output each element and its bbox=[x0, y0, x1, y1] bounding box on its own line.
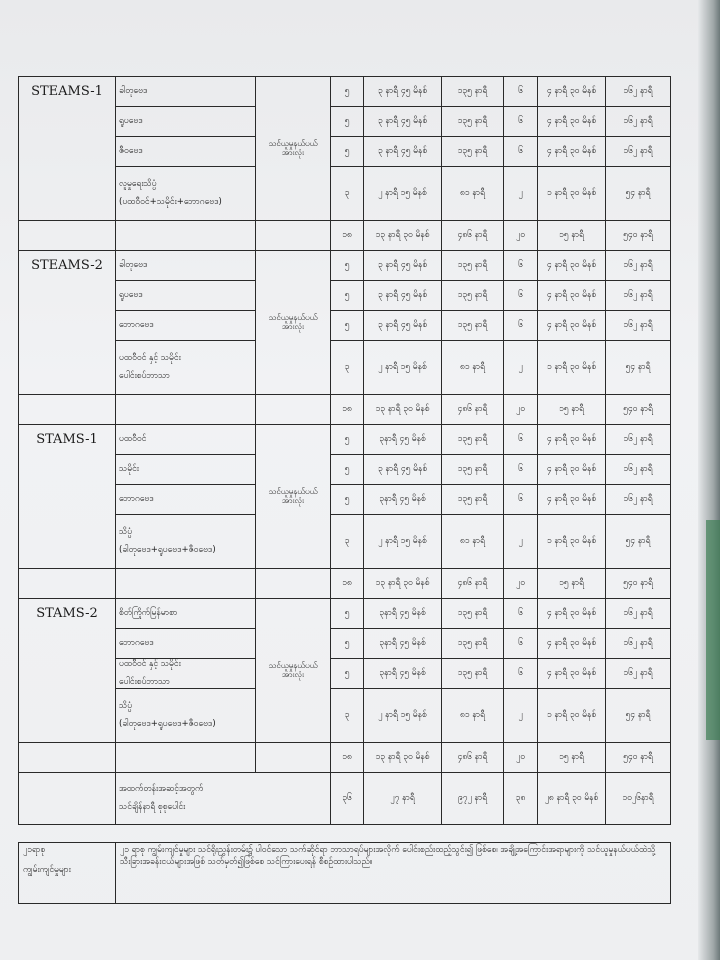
learning-area-cell: သင်ယူမှုနယ်ပယ်အားလုံး bbox=[256, 599, 331, 743]
footer-label-2: ကျွမ်းကျင်မှုများ bbox=[23, 865, 71, 875]
value-cell: ၁၃၅ နာရီ bbox=[442, 659, 504, 689]
value-cell: ၃နာရီ ၄၅ မိနစ် bbox=[364, 629, 442, 659]
value-cell: ၅ bbox=[331, 137, 364, 167]
subtotal-cell: ၂၀ bbox=[504, 569, 538, 599]
subtotal-cell: ၂၀ bbox=[504, 221, 538, 251]
empty-cell bbox=[116, 743, 256, 773]
value-cell: ၄ နာရီ ၃၀ မိနစ် bbox=[538, 659, 606, 689]
subtotal-cell: ၁၅ နာရီ bbox=[538, 395, 606, 425]
learning-area-cell: သင်ယူမှုနယ်ပယ်အားလုံး bbox=[256, 77, 331, 221]
subtotal-cell: ၁၈ bbox=[331, 569, 364, 599]
footer-label-1: ၂၁ရာစု bbox=[23, 845, 46, 855]
value-cell: ၃ နာရီ ၄၅ မိနစ် bbox=[364, 311, 442, 341]
value-cell: ၁၆၂ နာရီ bbox=[606, 281, 671, 311]
subject-cell bbox=[116, 311, 256, 341]
value-cell: ၄ နာရီ ၃၀ မိနစ် bbox=[538, 455, 606, 485]
value-cell: ၄ နာရီ ၃၀ မိနစ် bbox=[538, 629, 606, 659]
value-cell: ၁၆၂ နာရီ bbox=[606, 107, 671, 137]
total-cell: ၃၆ bbox=[331, 773, 364, 825]
value-cell: ၈၁ နာရီ bbox=[442, 515, 504, 569]
subtotal-cell: ၁၈ bbox=[331, 743, 364, 773]
subject-name: ဘောဂဗေဒ bbox=[119, 493, 154, 504]
value-cell: ၅ bbox=[331, 629, 364, 659]
value-cell: ၆ bbox=[504, 251, 538, 281]
value-cell: ၆ bbox=[504, 485, 538, 515]
total-cell: ၉၇၂ နာရီ bbox=[442, 773, 504, 825]
subtotal-cell: ၂၀ bbox=[504, 743, 538, 773]
empty-cell bbox=[19, 395, 116, 425]
value-cell: ၁၆၂ နာရီ bbox=[606, 311, 671, 341]
value-cell: ၃ bbox=[331, 689, 364, 743]
value-cell: ၈၁ နာရီ bbox=[442, 341, 504, 395]
group-label: STEAMS-1 bbox=[19, 77, 116, 221]
subject-cell bbox=[116, 659, 256, 689]
value-cell: ၁၃၅ နာရီ bbox=[442, 107, 504, 137]
value-cell: ၄ နာရီ ၃၀ မိနစ် bbox=[538, 599, 606, 629]
value-cell: ၆ bbox=[504, 425, 538, 455]
value-cell: ၃ နာရီ ၄၅ မိနစ် bbox=[364, 107, 442, 137]
total-label: အထက်တန်းအဆင့်အတွက် bbox=[119, 784, 204, 795]
subject-name: သိပ္ပံ bbox=[119, 527, 133, 538]
subject-name: ဘောဂဗေဒ bbox=[119, 637, 154, 648]
value-cell: ၁၆၂ နာရီ bbox=[606, 251, 671, 281]
value-cell: ၂ bbox=[504, 167, 538, 221]
subtotal-cell: ၁၈ bbox=[331, 395, 364, 425]
subject-cell bbox=[116, 77, 256, 107]
total-cell: ၁၀၂၆နာရီ bbox=[606, 773, 671, 825]
value-cell: ၁၃၅ နာရီ bbox=[442, 137, 504, 167]
subtotal-cell: ၁၅ နာရီ bbox=[538, 743, 606, 773]
subtotal-cell: ၁၃ နာရီ ၃၀ မိနစ် bbox=[364, 743, 442, 773]
table-row bbox=[19, 251, 671, 281]
subject-detail: (ခါတုဗေဒ+ရူပဗေဒ+ဇီဝဗေဒ) bbox=[119, 718, 216, 729]
value-cell: ၆ bbox=[504, 455, 538, 485]
value-cell: ၁၆၂ နာရီ bbox=[606, 137, 671, 167]
page-edge-shadow bbox=[698, 0, 720, 960]
subtotal-cell: ၄၈၆ နာရီ bbox=[442, 395, 504, 425]
table-row bbox=[19, 689, 671, 743]
subject-name: ခါတုဗေဒ bbox=[119, 259, 148, 270]
value-cell: ၆ bbox=[504, 281, 538, 311]
value-cell: ၃ နာရီ ၄၅ မိနစ် bbox=[364, 455, 442, 485]
subject-cell bbox=[116, 485, 256, 515]
footer-row bbox=[19, 843, 671, 904]
subtotal-cell: ၁၈ bbox=[331, 221, 364, 251]
value-cell: ၅၄ နာရီ bbox=[606, 341, 671, 395]
subject-detail: ပေါင်းစပ်ဘာသာ bbox=[119, 370, 170, 381]
empty-cell bbox=[116, 221, 256, 251]
table-row bbox=[19, 107, 671, 137]
subject-name: ပထဝီဝင် နှင့် သမိုင်း bbox=[119, 353, 181, 364]
subtotal-cell: ၄၈၆ နာရီ bbox=[442, 221, 504, 251]
value-cell: ၄ နာရီ ၃၀ မိနစ် bbox=[538, 311, 606, 341]
subject-cell bbox=[116, 515, 256, 569]
value-cell: ၆ bbox=[504, 629, 538, 659]
learning-area-cell: သင်ယူမှုနယ်ပယ်အားလုံး bbox=[256, 251, 331, 395]
value-cell: ၈၁ နာရီ bbox=[442, 689, 504, 743]
value-cell: ၄ နာရီ ၃၀ မိနစ် bbox=[538, 281, 606, 311]
subject-detail: ပေါင်းစပ်ဘာသာ bbox=[119, 676, 170, 687]
value-cell: ၁၃၅ နာရီ bbox=[442, 485, 504, 515]
subtotal-cell: ၄၈၆ နာရီ bbox=[442, 569, 504, 599]
subtotal-cell: ၅၄၀ နာရီ bbox=[606, 569, 671, 599]
value-cell: ၅ bbox=[331, 311, 364, 341]
subject-name: စိတ်ကြိုက်မြန်မာစာ bbox=[119, 607, 178, 618]
value-cell: ၄ နာရီ ၃၀ မိနစ် bbox=[538, 425, 606, 455]
table-row bbox=[19, 425, 671, 455]
value-cell: ၅ bbox=[331, 77, 364, 107]
value-cell: ၅ bbox=[331, 281, 364, 311]
value-cell: ၂ နာရီ ၁၅ မိနစ် bbox=[364, 341, 442, 395]
value-cell: ၁၃၅ နာရီ bbox=[442, 455, 504, 485]
table-row bbox=[19, 485, 671, 515]
value-cell: ၄ နာရီ ၃၀ မိနစ် bbox=[538, 485, 606, 515]
table-row bbox=[19, 455, 671, 485]
value-cell: ၁၃၅ နာရီ bbox=[442, 599, 504, 629]
subject-name: ရူပဗေဒ bbox=[119, 115, 143, 126]
empty-cell bbox=[256, 569, 331, 599]
empty-cell bbox=[19, 221, 116, 251]
value-cell: ၁၃၅ နာရီ bbox=[442, 281, 504, 311]
subject-name: ပထဝီဝင် bbox=[119, 433, 147, 444]
subtotal-row bbox=[19, 743, 671, 773]
grand-total-row bbox=[19, 773, 671, 825]
subject-name: ဘောဂဗေဒ bbox=[119, 319, 154, 330]
subject-cell bbox=[116, 251, 256, 281]
value-cell: ၃ bbox=[331, 515, 364, 569]
subject-name: သိပ္ပံ bbox=[119, 701, 133, 712]
value-cell: ၂ bbox=[504, 689, 538, 743]
value-cell: ၄ နာရီ ၃၀ မိနစ် bbox=[538, 77, 606, 107]
timetable bbox=[18, 76, 671, 825]
table-row bbox=[19, 77, 671, 107]
total-label-2: သင်ချိန်နာရီ စုစုပေါင်း bbox=[119, 801, 186, 812]
empty-cell bbox=[19, 569, 116, 599]
empty-cell bbox=[256, 743, 331, 773]
value-cell: ၁၆၂ နာရီ bbox=[606, 659, 671, 689]
table-row bbox=[19, 341, 671, 395]
footer-table bbox=[18, 842, 671, 904]
footer-note: ၂၁ ရာစု ကျွမ်းကျင်မှုများ သင်ရိုးညွှန်းတမ်း၌ ပါဝင်သော သက်ဆိုင်ရာ ဘာသာရပ်များအလိုက် ပေါင်းစည်းထည့်သွင်း၍ ဖြစ်စေ၊ အချို့အကြောင်းအရာများကို သင်ယူမှုနယ်ပယ်ထဲသို့ သီးခြားအခန်းငယ်များအဖြစ် သတ်မှတ်၍ဖြစ်စေ သင်ကြားပေးရန် စီစဉ်ထားပါသည်။ bbox=[116, 843, 671, 904]
subject-cell bbox=[116, 455, 256, 485]
table-row bbox=[19, 311, 671, 341]
value-cell: ၆ bbox=[504, 599, 538, 629]
value-cell: ၁၆၂ နာရီ bbox=[606, 485, 671, 515]
value-cell: ၅၄ နာရီ bbox=[606, 689, 671, 743]
value-cell: ၄ နာရီ ၃၀ မိနစ် bbox=[538, 137, 606, 167]
subtotal-cell: ၁၅ နာရီ bbox=[538, 569, 606, 599]
value-cell: ၂ bbox=[504, 515, 538, 569]
value-cell: ၆ bbox=[504, 137, 538, 167]
total-cell: ၃၈ bbox=[504, 773, 538, 825]
subtotal-cell: ၁၃ နာရီ ၃၀ မိနစ် bbox=[364, 395, 442, 425]
table-row bbox=[19, 515, 671, 569]
subtotal-cell: ၅၄၀ နာရီ bbox=[606, 743, 671, 773]
empty-cell bbox=[256, 221, 331, 251]
subtotal-cell: ၁၃ နာရီ ၃၀ မိနစ် bbox=[364, 569, 442, 599]
value-cell: ၃ နာရီ ၄၅ မိနစ် bbox=[364, 77, 442, 107]
table-row bbox=[19, 599, 671, 629]
value-cell: ၁ နာရီ ၃၀ မိနစ် bbox=[538, 515, 606, 569]
subject-name: ပထဝီဝင် နှင့် သမိုင်း bbox=[119, 659, 181, 670]
value-cell: ၂ bbox=[504, 341, 538, 395]
table-row bbox=[19, 281, 671, 311]
value-cell: ၁၆၂ နာရီ bbox=[606, 455, 671, 485]
total-label-cell bbox=[116, 773, 331, 825]
value-cell: ၁ နာရီ ၃၀ မိနစ် bbox=[538, 341, 606, 395]
group-label: STEAMS-2 bbox=[19, 251, 116, 395]
subject-cell bbox=[116, 341, 256, 395]
value-cell: ၁၃၅ နာရီ bbox=[442, 425, 504, 455]
value-cell: ၄ နာရီ ၃၀ မိနစ် bbox=[538, 251, 606, 281]
table-row bbox=[19, 659, 671, 689]
subject-cell bbox=[116, 107, 256, 137]
subject-name: လူမှုရေးသိပ္ပံ bbox=[119, 179, 157, 190]
subtotal-row bbox=[19, 569, 671, 599]
empty-cell bbox=[116, 569, 256, 599]
value-cell: ၃ bbox=[331, 341, 364, 395]
background-folder bbox=[706, 520, 720, 740]
value-cell: ၆ bbox=[504, 659, 538, 689]
value-cell: ၅ bbox=[331, 659, 364, 689]
subject-cell bbox=[116, 167, 256, 221]
value-cell: ၅ bbox=[331, 485, 364, 515]
subject-detail: (ခါတုဗေဒ+ရူပဗေဒ+ဇီဝဗေဒ) bbox=[119, 544, 216, 555]
table-row bbox=[19, 629, 671, 659]
value-cell: ၁၃၅ နာရီ bbox=[442, 251, 504, 281]
value-cell: ၂ နာရီ ၁၅ မိနစ် bbox=[364, 167, 442, 221]
subtotal-cell: ၄၈၆ နာရီ bbox=[442, 743, 504, 773]
total-cell: ၂၇ နာရီ bbox=[364, 773, 442, 825]
value-cell: ၅၄ နာရီ bbox=[606, 167, 671, 221]
group-label: STAMS-2 bbox=[19, 599, 116, 743]
value-cell: ၈၁ နာရီ bbox=[442, 167, 504, 221]
subject-name: ခါတုဗေဒ bbox=[119, 85, 148, 96]
value-cell: ၁၃၅ နာရီ bbox=[442, 629, 504, 659]
subject-cell bbox=[116, 137, 256, 167]
subtotal-cell: ၁၅ နာရီ bbox=[538, 221, 606, 251]
total-cell: ၂၈ နာရီ ၃၀ မိနစ် bbox=[538, 773, 606, 825]
value-cell: ၃နာရီ ၄၅ မိနစ် bbox=[364, 599, 442, 629]
subtotal-cell: ၅၄၀ နာရီ bbox=[606, 221, 671, 251]
value-cell: ၁၆၂ နာရီ bbox=[606, 629, 671, 659]
subject-detail: (ပထဝီဝင်+သမိုင်း+ဘောဂဗေဒ) bbox=[119, 196, 222, 207]
empty-cell bbox=[116, 395, 256, 425]
value-cell: ၃ နာရီ ၄၅ မိနစ် bbox=[364, 137, 442, 167]
value-cell: ၆ bbox=[504, 311, 538, 341]
subject-cell bbox=[116, 281, 256, 311]
subject-cell bbox=[116, 629, 256, 659]
subtotal-row bbox=[19, 221, 671, 251]
value-cell: ၅ bbox=[331, 425, 364, 455]
subtotal-cell: ၂၀ bbox=[504, 395, 538, 425]
value-cell: ၆ bbox=[504, 77, 538, 107]
subject-name: သမိုင်း bbox=[119, 463, 139, 474]
value-cell: ၃ နာရီ ၄၅ မိနစ် bbox=[364, 281, 442, 311]
value-cell: ၁၆၂ နာရီ bbox=[606, 425, 671, 455]
subtotal-row bbox=[19, 395, 671, 425]
value-cell: ၁၃၅ နာရီ bbox=[442, 311, 504, 341]
value-cell: ၆ bbox=[504, 107, 538, 137]
subject-name: ဇီဝဗေဒ bbox=[119, 145, 143, 156]
group-label: STAMS-1 bbox=[19, 425, 116, 569]
value-cell: ၅၄ နာရီ bbox=[606, 515, 671, 569]
subject-cell bbox=[116, 425, 256, 455]
value-cell: ၅ bbox=[331, 251, 364, 281]
value-cell: ၅ bbox=[331, 455, 364, 485]
value-cell: ၃ bbox=[331, 167, 364, 221]
empty-cell bbox=[19, 773, 116, 825]
subject-cell bbox=[116, 689, 256, 743]
value-cell: ၁၆၂ နာရီ bbox=[606, 77, 671, 107]
value-cell: ၃နာရီ ၄၅ မိနစ် bbox=[364, 659, 442, 689]
value-cell: ၁၃၅ နာရီ bbox=[442, 77, 504, 107]
value-cell: ၁ နာရီ ၃၀ မိနစ် bbox=[538, 167, 606, 221]
empty-cell bbox=[19, 743, 116, 773]
value-cell: ၅ bbox=[331, 107, 364, 137]
value-cell: ၃ နာရီ ၄၅ မိနစ် bbox=[364, 251, 442, 281]
value-cell: ၁ နာရီ ၃၀ မိနစ် bbox=[538, 689, 606, 743]
value-cell: ၃နာရီ ၄၅ မိနစ် bbox=[364, 485, 442, 515]
value-cell: ၂ နာရီ ၁၅ မိနစ် bbox=[364, 515, 442, 569]
value-cell: ၂ နာရီ ၁၅ မိနစ် bbox=[364, 689, 442, 743]
subject-name: ရူပဗေဒ bbox=[119, 289, 143, 300]
table-row bbox=[19, 167, 671, 221]
footer-label-cell bbox=[19, 843, 116, 904]
subject-cell bbox=[116, 599, 256, 629]
value-cell: ၅ bbox=[331, 599, 364, 629]
empty-cell bbox=[256, 395, 331, 425]
learning-area-cell: သင်ယူမှုနယ်ပယ်အားလုံး bbox=[256, 425, 331, 569]
value-cell: ၁၆၂ နာရီ bbox=[606, 599, 671, 629]
table-row bbox=[19, 137, 671, 167]
value-cell: ၄ နာရီ ၃၀ မိနစ် bbox=[538, 107, 606, 137]
subtotal-cell: ၁၃ နာရီ ၃၀ မိနစ် bbox=[364, 221, 442, 251]
subtotal-cell: ၅၄၀ နာရီ bbox=[606, 395, 671, 425]
value-cell: ၃နာရီ ၄၅ မိနစ် bbox=[364, 425, 442, 455]
